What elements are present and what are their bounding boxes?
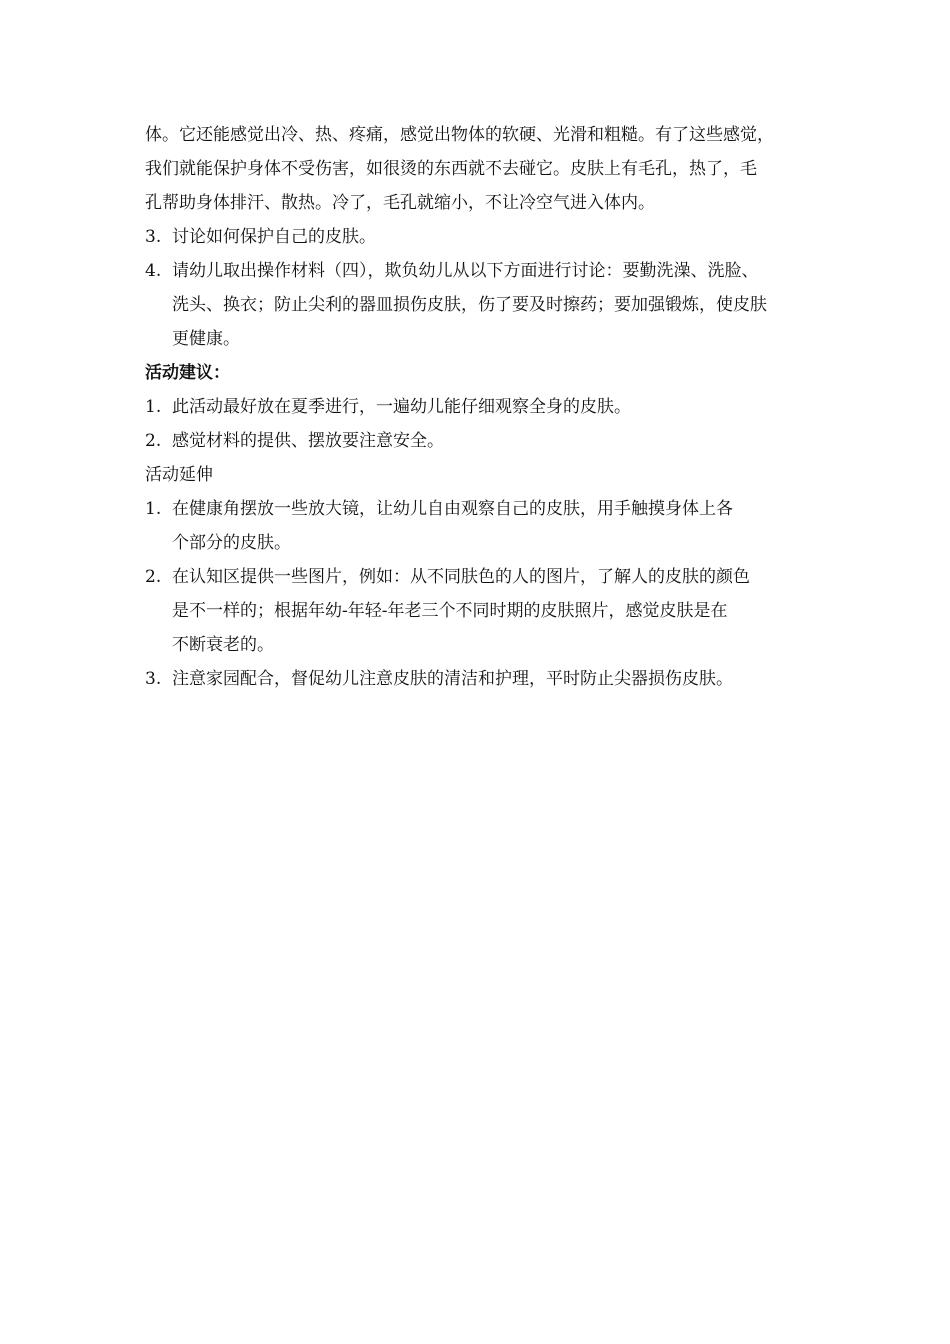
- list-item-text: [172, 390, 815, 424]
- list-item-line: 此活动最好放在夏季进行，一遍幼儿能仔细观察全身的皮肤。: [172, 397, 631, 417]
- list-item-line: 洗头、换衣；防止尖利的器皿损伤皮肤，伤了要及时擦药；要加强锻炼，使皮肤: [172, 295, 767, 315]
- list-item-line: 请幼儿取出操作材料（四），欺负幼儿从以下方面进行讨论：要勤洗澡、洗脸、: [172, 261, 759, 281]
- list-item-text: [172, 220, 815, 254]
- list-item-text: [172, 662, 815, 696]
- list-number: 2.: [145, 431, 162, 451]
- list-number: 4.: [145, 261, 162, 281]
- extension-item-3: [145, 662, 815, 696]
- list-number: 1.: [145, 499, 162, 519]
- extension-item-1: [145, 492, 815, 560]
- document-body: [145, 118, 815, 696]
- list-item-line: 感觉材料的提供、摆放要注意安全。: [172, 431, 444, 451]
- paragraph-line: 体。它还能感觉出冷、热、疼痛，感觉出物体的软硬、光滑和粗糙。有了这些感觉，: [145, 125, 774, 145]
- intro-paragraph: [145, 118, 815, 220]
- suggestions-heading: 活动建议：: [145, 363, 230, 383]
- list-number: 1.: [145, 397, 162, 417]
- list-number: 3.: [145, 227, 162, 247]
- list-item-line: 在健康角摆放一些放大镜，让幼儿自由观察自己的皮肤，用手触摸身体上各: [172, 499, 733, 519]
- paragraph-line: 孔帮助身体排汗、散热。冷了，毛孔就缩小，不让冷空气进入体内。: [145, 193, 655, 213]
- list-item-text: [172, 560, 815, 662]
- list-number: 2.: [145, 567, 162, 587]
- suggestion-item-2: [145, 424, 815, 458]
- list-item-line: 在认知区提供一些图片，例如：从不同肤色的人的图片，了解人的皮肤的颜色: [172, 567, 750, 587]
- process-item-4: [145, 254, 815, 356]
- list-item-line: 是不一样的；根据年幼-年轻-年老三个不同时期的皮肤照片，感觉皮肤是在: [172, 601, 728, 621]
- extension-item-2: [145, 560, 815, 662]
- list-item-text: [172, 492, 815, 560]
- list-number: 3.: [145, 669, 162, 689]
- paragraph-line: 我们就能保护身体不受伤害，如很烫的东西就不去碰它。皮肤上有毛孔，热了，毛: [145, 159, 757, 179]
- extension-heading: 活动延伸: [145, 465, 213, 485]
- list-item-text: [172, 424, 815, 458]
- suggestion-item-1: [145, 390, 815, 424]
- list-item-line: 注意家园配合，督促幼儿注意皮肤的清洁和护理，平时防止尖器损伤皮肤。: [172, 669, 733, 689]
- process-item-3: [145, 220, 815, 254]
- list-item-line: 不断衰老的。: [172, 635, 274, 655]
- list-item-line: 个部分的皮肤。: [172, 533, 291, 553]
- list-item-line: 更健康。: [172, 329, 240, 349]
- list-item-line: 讨论如何保护自己的皮肤。: [172, 227, 376, 247]
- list-item-text: [172, 254, 815, 356]
